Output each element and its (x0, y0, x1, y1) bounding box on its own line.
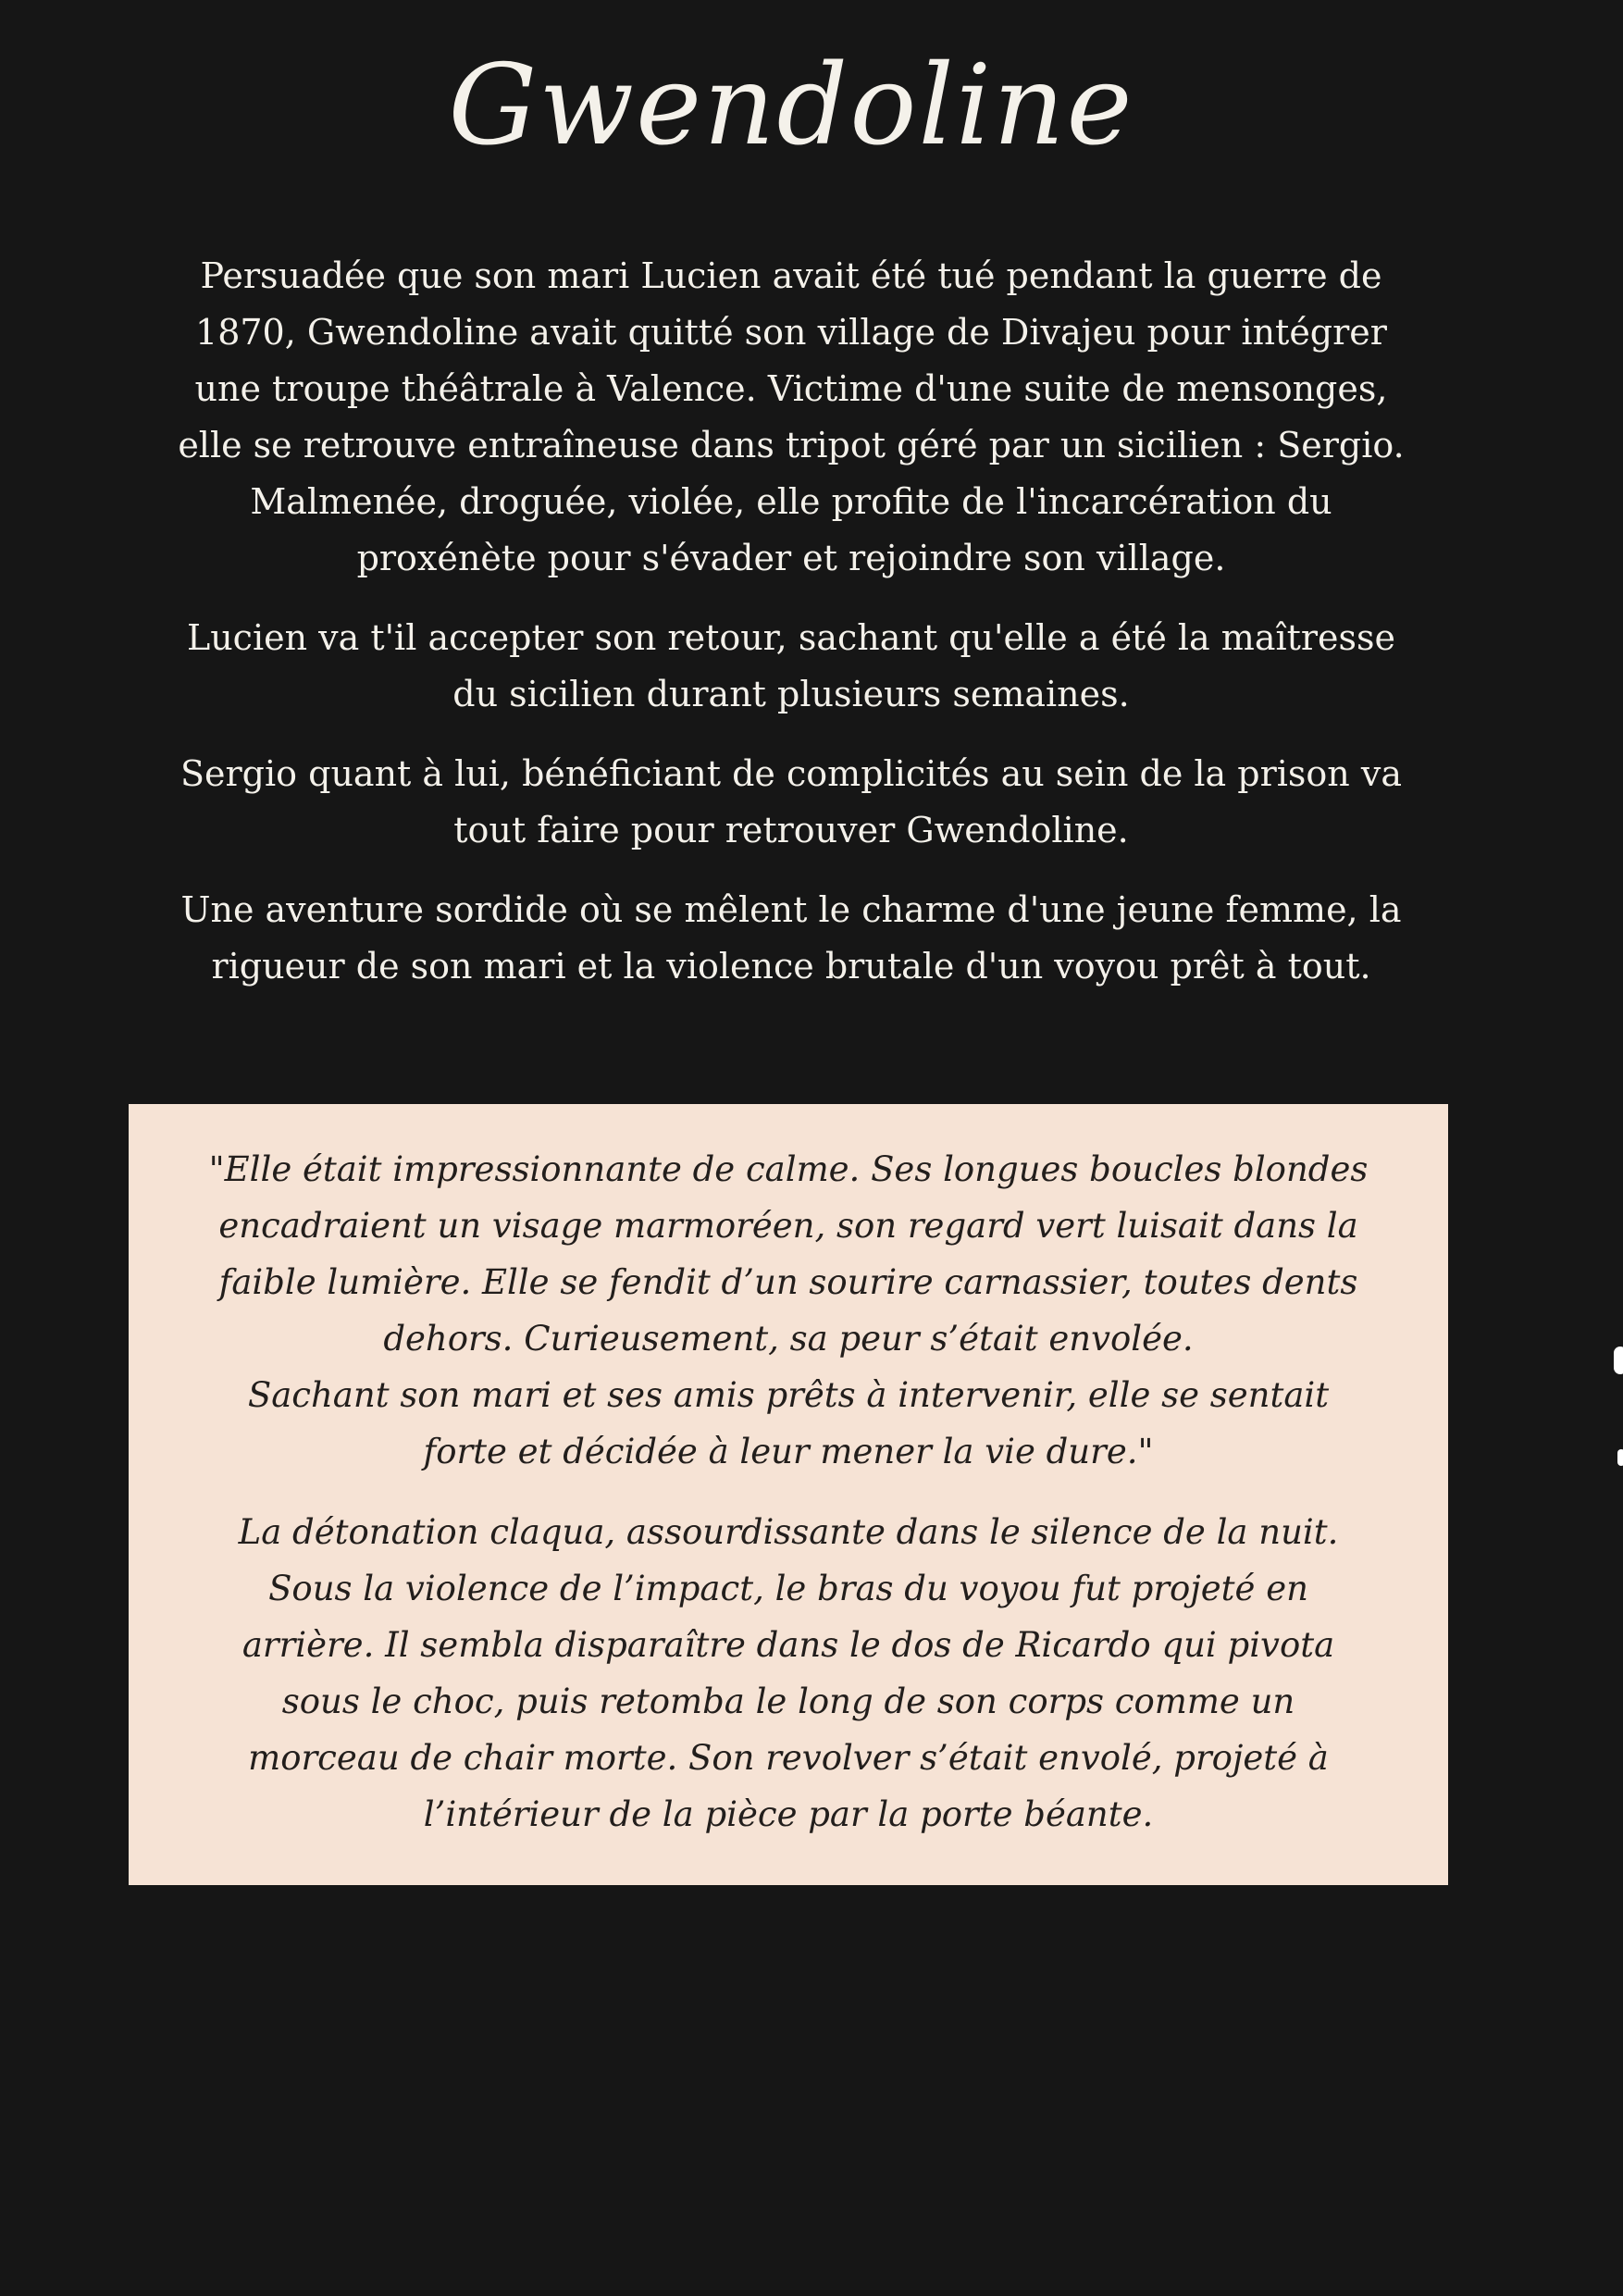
text-line: faible lumière. Elle se fendit d’un sourire carnassier, toutes dents (218, 1262, 1358, 1302)
text-line: forte et décidée à leur mener la vie dure." (423, 1432, 1154, 1471)
text-line: sous le choc, puis retomba le long de son corps comme un (281, 1682, 1295, 1721)
synopsis-paragraph (125, 610, 1457, 723)
text-line: encadraient un visage marmoréen, son regard vert luisait dans la (218, 1206, 1358, 1246)
text-line: dehors. Curieusement, sa peur s’était envolée. (383, 1319, 1194, 1359)
text-line: Persuadée que son mari Lucien avait été tué pendant la guerre de (200, 255, 1382, 296)
text-line: La détonation claqua, assourdissante dans le silence de la nuit. (238, 1512, 1339, 1552)
text-line: Malmenée, droguée, violée, elle profite de l'incarcération du (250, 481, 1332, 522)
text-line: l’intérieur de la pièce par la porte béante. (423, 1794, 1154, 1834)
text-line: morceau de chair morte. Son revolver s’était envolé, projeté à (248, 1738, 1329, 1778)
edge-mark (1614, 1347, 1623, 1374)
text-line: 1870, Gwendoline avait quitté son village de Divajeu pour intégrer (195, 312, 1387, 353)
text-line: tout faire pour retrouver Gwendoline. (453, 810, 1129, 850)
synopsis-paragraph (125, 248, 1457, 587)
synopsis (125, 248, 1457, 1018)
edge-mark (1617, 1449, 1623, 1466)
excerpt-paragraph (166, 1141, 1411, 1480)
excerpt-box (129, 1104, 1448, 1885)
text-line: "Elle était impressionnante de calme. Ses longues boucles blondes (208, 1149, 1369, 1189)
text-line: Une aventure sordide où se mêlent le charme d'une jeune femme, la (180, 889, 1402, 930)
text-line: rigueur de son mari et la violence brutale d'un voyou prêt à tout. (211, 946, 1371, 987)
text-line: Sous la violence de l’impact, le bras du voyou fut projeté en (268, 1569, 1308, 1608)
text-line: une troupe théâtrale à Valence. Victime d'une suite de mensonges, (194, 368, 1388, 409)
text-line: Lucien va t'il accepter son retour, sachant qu'elle a été la maîtresse (186, 617, 1396, 658)
text-line: du sicilien durant plusieurs semaines. (452, 674, 1130, 714)
text-line: Sachant son mari et ses amis prêts à intervenir, elle se sentait (247, 1375, 1330, 1415)
text-line: proxénète pour s'évader et rejoindre son village. (356, 538, 1226, 578)
text-line: elle se retrouve entraîneuse dans tripot géré par un sicilien : Sergio. (178, 425, 1405, 465)
text-line: Sergio quant à lui, bénéficiant de complicités au sein de la prison va (180, 753, 1402, 794)
excerpt-paragraph (166, 1504, 1411, 1843)
synopsis-paragraph (125, 746, 1457, 859)
book-title: Gwendoline (448, 42, 1134, 170)
synopsis-paragraph (125, 882, 1457, 995)
text-line: arrière. Il sembla disparaître dans le dos de Ricardo qui pivota (242, 1625, 1335, 1665)
